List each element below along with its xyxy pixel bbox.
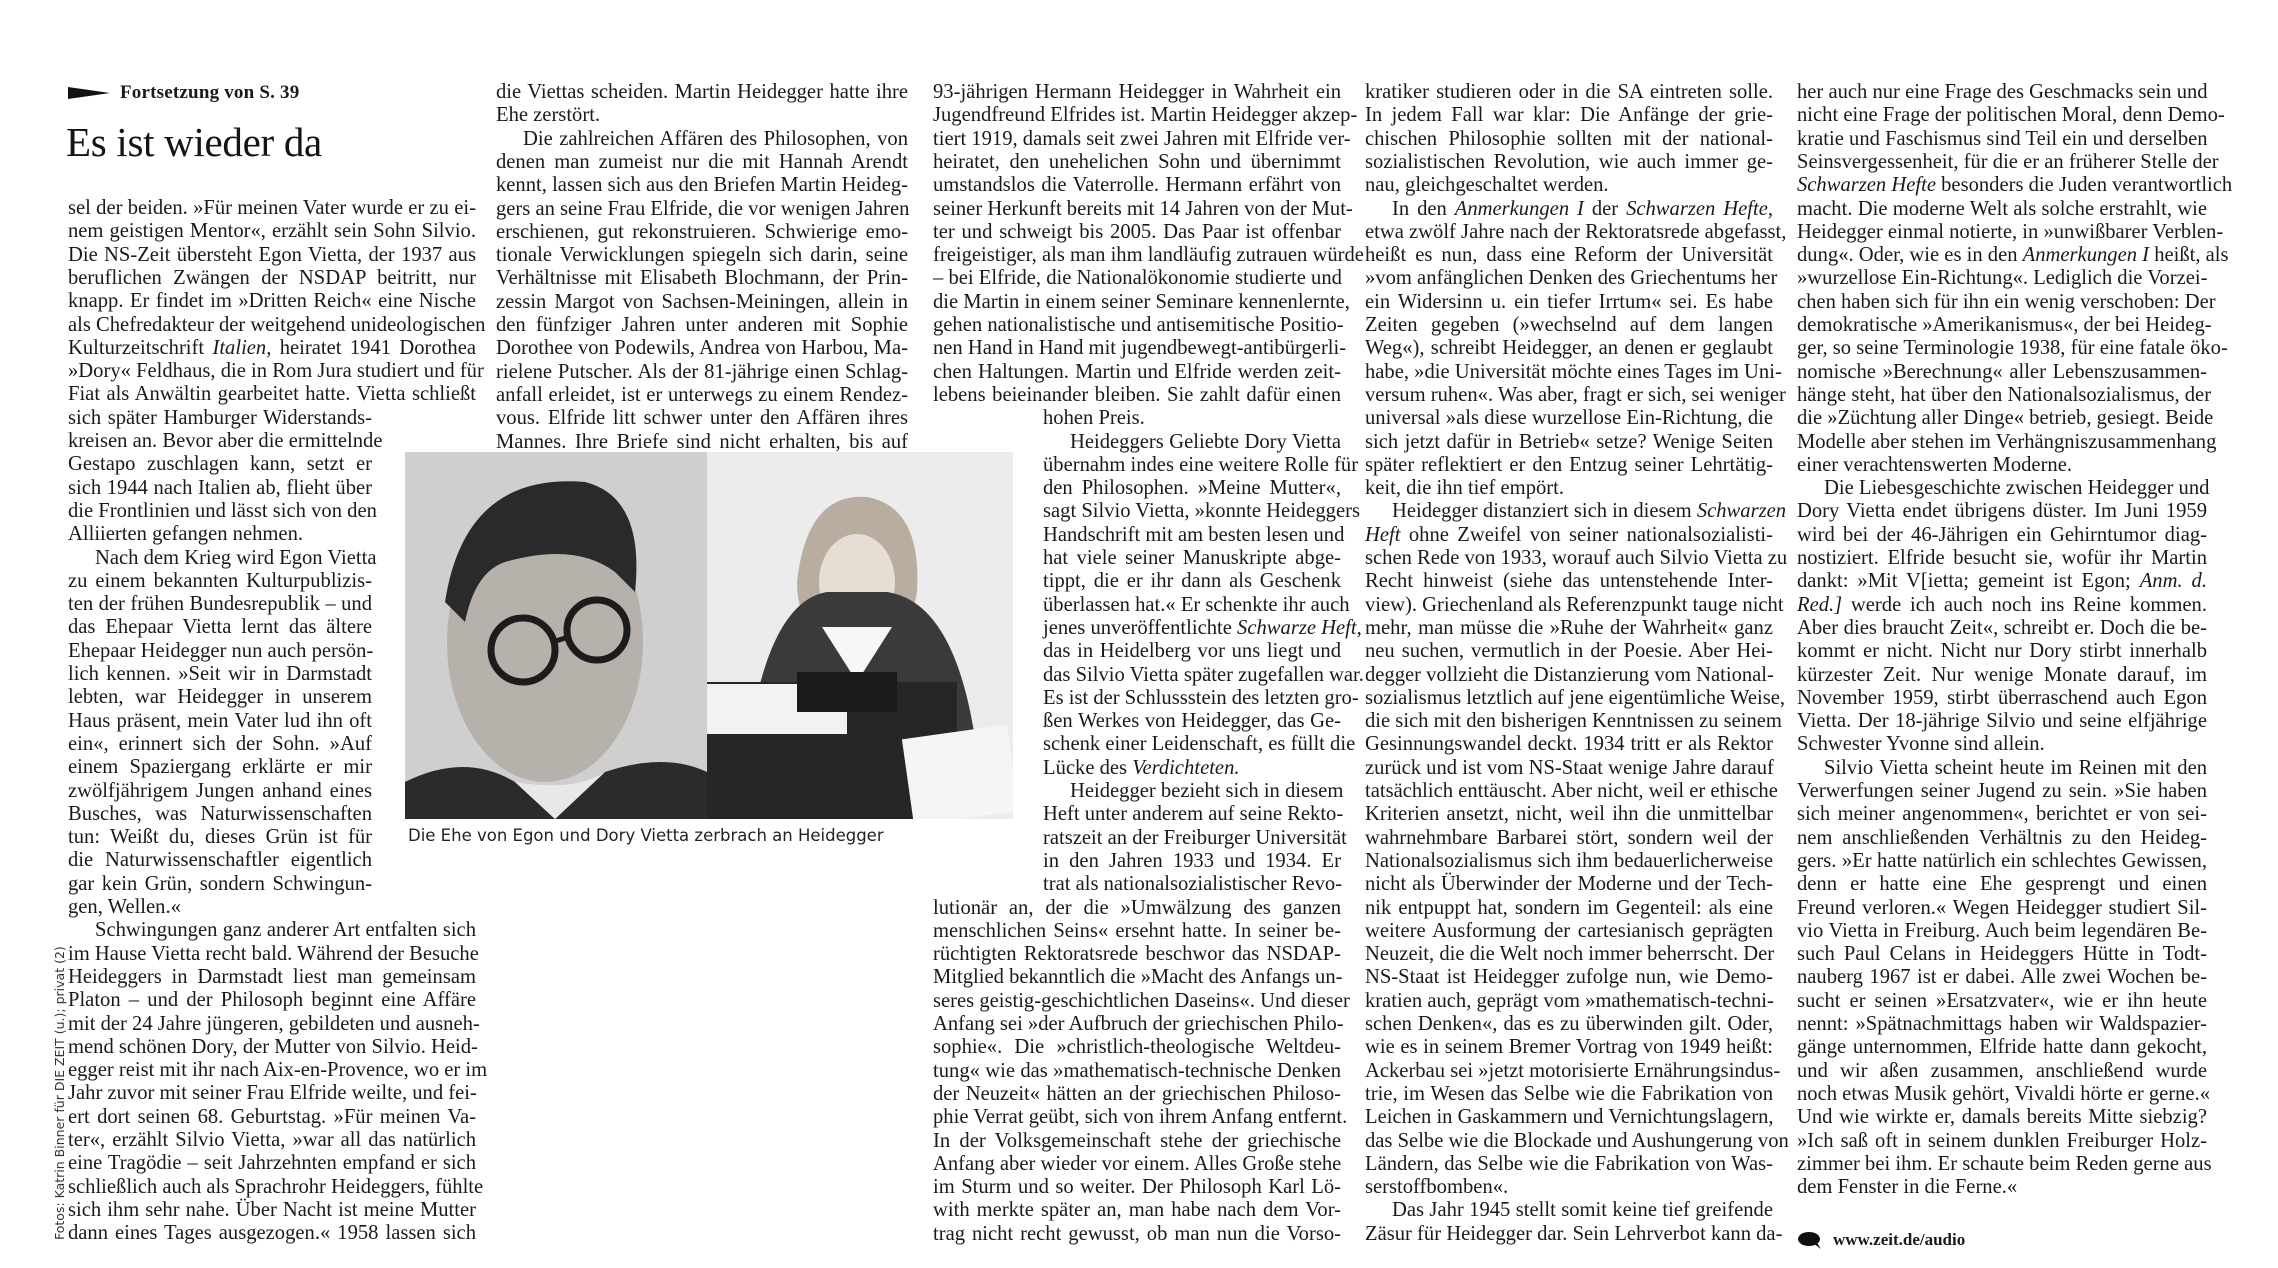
text-line: wird bei der 46-Jährigen ein Gehirntumor diag- <box>1797 523 2207 546</box>
text-line: das in Heidelberg vor uns liegt und <box>1043 640 1341 663</box>
text-line: dung«. Oder, wie es in den Anmerkungen I heißt, als <box>1797 244 2229 267</box>
text-line: Ländern, das Selbe wie die Fabrikation von Was- <box>1365 1152 1773 1175</box>
text-line: Die NS-Zeit übersteht Egon Vietta, der 1937 aus <box>68 243 476 266</box>
photo-dory-vietta <box>707 452 1013 819</box>
text-line: degger vollzieht die Distanzierung vom National- <box>1365 663 1774 686</box>
text-line: die »Züchtung aller Dinge« betrieb, gesiegt. Beide <box>1797 407 2214 430</box>
text-line: vous. Elfride litt schwer unter den Affären ihres <box>496 407 908 430</box>
text-line: als Chefredakteur der weitgehend unideologischen <box>68 313 486 336</box>
text-line: Mitglied bekanntlich die »Macht des Anfangs un- <box>933 966 1343 989</box>
text-line: schenk einer Leidenschaft, es füllt die <box>1043 733 1356 756</box>
text-line: trie, im Wesen das Selbe wie die Fabrikation von <box>1365 1082 1773 1105</box>
text-line: zurück und ist vom NS-Staat wenige Jahre darauf <box>1365 756 1774 779</box>
text-line: Nach dem Krieg wird Egon Vietta <box>95 546 377 569</box>
text-line: das Ehepaar Vietta lernt das ältere <box>68 616 372 639</box>
text-line: keit, die ihn tief empört. <box>1365 477 1565 500</box>
text-line: »wurzellose Ein-Richtung«. Lediglich die Vorzei- <box>1797 267 2208 290</box>
text-line: seres geistig-geschichtlichen Daseins«. Und dieser <box>933 989 1350 1012</box>
text-line: 93-jährigen Hermann Heidegger in Wahrheit ein <box>933 81 1341 103</box>
text-line: die Frontlinien und lässt sich von den <box>68 499 377 522</box>
text-line: such Paul Celans in Heideggers Hütte in Todt- <box>1797 943 2207 966</box>
text-line: »vom anfänglichen Denken des Griechentums her <box>1365 267 1778 290</box>
text-line: Verhältnisse mit Elisabeth Blochmann, der Prin- <box>496 267 908 290</box>
text-line: mehr, man müsse die »Ruhe der Wahrheit« ganz <box>1365 616 1773 639</box>
text-line: Dory Vietta endet übrigens düster. Im Juni 1959 <box>1797 500 2207 523</box>
text-line: und wir aßen zusammen, anschließend wurde <box>1797 1059 2207 1082</box>
text-line: Und wie wirkte er, damals bereits Mitte siebzig? <box>1797 1106 2207 1129</box>
text-line: nostiziert. Elfride besucht sie, wofür ihr Martin <box>1797 547 2207 569</box>
text-line: – bei Elfride, die Nationalökonomie studierte und <box>933 267 1342 290</box>
text-line: tun: Weißt du, dieses Grün ist für <box>68 826 372 849</box>
text-line: Recht hinweist (siehe das untenstehende Inter- <box>1365 570 1773 593</box>
text-line: Ehe zerstört. <box>496 104 601 127</box>
text-line: noch etwas Musik gehört, Vivaldi hörte er gerne.« <box>1797 1082 2211 1105</box>
speech-bubble-icon <box>1797 1231 1823 1249</box>
text-line: kratiker studieren oder in die SA eintreten solle. <box>1365 81 1773 103</box>
text-line: nicht als Überwinder der Moderne und der Tech- <box>1365 873 1773 896</box>
text-line: Das Jahr 1945 stellt somit keine tief greifende <box>1392 1199 1773 1222</box>
photo-egon-vietta <box>405 452 707 819</box>
text-line: Heidegger distanziert sich in diesem Schwarzen <box>1392 500 1787 523</box>
text-line: mend schönen Dory, der Mutter von Silvio. Heid- <box>68 1035 478 1058</box>
text-line: ter und schweigt bis 2005. Das Paar ist offenbar <box>933 220 1341 243</box>
text-line: chen haben sich für ihn ein wenig verschoben: Der <box>1797 290 2216 313</box>
text-line: Busches, was Naturwissenschaften <box>68 802 372 825</box>
text-line: serstoffbomben«. <box>1365 1176 1509 1199</box>
text-line: hohen Preis. <box>1043 407 1145 430</box>
text-line: tippt, die er ihr dann als Geschenk <box>1043 570 1341 593</box>
text-line: menschlichen Seins« ersehnt hatte. In seiner be- <box>933 919 1341 942</box>
text-line: ßen Werkes von Heidegger, das Ge- <box>1043 710 1341 733</box>
text-line: In der Volksgemeinschaft stehe der griechische <box>933 1129 1341 1152</box>
text-line: hänge steht, hat über den Nationalsozialismus, der <box>1797 383 2212 406</box>
text-line: später reflektiert er den Entzug seiner Lehrtätig- <box>1365 453 1773 476</box>
audio-link-row[interactable] <box>1797 1230 1965 1250</box>
kicker-text: Fortsetzung von S. 39 <box>120 82 300 103</box>
text-line: dann eines Tages ausgezogen.« 1958 lassen sich <box>68 1222 476 1245</box>
text-line: tionale Verwicklungen spiegeln sich darin, seine <box>496 244 908 267</box>
text-line: nicht eine Frage der politischen Moral, denn Demo- <box>1797 104 2225 127</box>
triangle-arrow-icon <box>68 86 110 100</box>
headline: Es ist wieder da <box>66 119 322 165</box>
text-line: die Martin in einem seiner Seminare kennenlernte, <box>933 290 1350 313</box>
text-line: schen Rede von 1933, worauf auch Silvio Vietta zu <box>1365 547 1788 569</box>
text-line: kennt, lassen sich aus den Briefen Martin Heideg- <box>496 174 908 197</box>
text-line: Gesinnungswandel deckt. 1934 tritt er als Rektor <box>1365 733 1773 756</box>
text-line: nennt: »Spätnachmittags haben wir Waldspazier- <box>1797 1013 2207 1035</box>
text-line: im Sturm und so weiter. Der Philosoph Karl Lö- <box>933 1176 1341 1199</box>
text-line: vio Vietta in Freiburg. Auch beim legendären Be- <box>1797 919 2207 942</box>
text-line: gers. »Er hatte natürlich ein schlechtes Gewissen, <box>1797 849 2207 872</box>
text-line: die Viettas scheiden. Martin Heidegger hatte ihre <box>496 81 908 103</box>
text-line: phie Verrat geübt, sich von ihrem Anfang entfernt. <box>933 1106 1348 1129</box>
text-line: ein«, erinnert sich der Sohn. »Auf <box>68 732 372 755</box>
text-line: »Ich saß oft in seinem dunklen Freiburger Holz- <box>1797 1129 2207 1152</box>
text-line: sel der beiden. »Für meinen Vater wurde er zu ei- <box>68 197 476 219</box>
text-line: sagt Silvio Vietta, »konnte Heideggers <box>1043 500 1360 523</box>
text-line: das Selbe wie die Blockade und Aushungerung von <box>1365 1129 1789 1152</box>
text-line: Nationalsozialismus sich ihm bedauerlicherweise <box>1365 849 1773 872</box>
text-line: hat viele seiner Manuskripte abge- <box>1043 547 1341 569</box>
text-line: schen Denken«, das es zu überwinden gilt. Oder, <box>1365 1013 1773 1035</box>
text-line: nau, gleichgeschaltet werden. <box>1365 174 1609 197</box>
text-line: Platon – und der Philosoph beginnt eine Affäre <box>68 989 476 1012</box>
text-line: ein Widersinn u. ein tiefer Irrtum« sei. Es habe <box>1365 290 1773 313</box>
text-line: nem geistigen Mentor«, erzählt sein Sohn Silvio. <box>68 220 476 243</box>
text-line: Seinsvergessenheit, für die er an früherer Stelle der <box>1797 150 2219 173</box>
photo-caption: Die Ehe von Egon und Dory Vietta zerbrach an Heidegger <box>408 826 884 845</box>
text-line: nem anschließenden Verhältnis zu den Heideg- <box>1797 826 2207 849</box>
text-line: sich ihm sehr nahe. Über Nacht ist meine Mutter <box>68 1198 476 1221</box>
text-line: Anfang aber wieder vor einem. Alles Große stehe <box>933 1152 1342 1175</box>
text-line: Modelle aber stehen im Verhängniszusammenhang <box>1797 430 2217 453</box>
text-line: Aber dies braucht Zeit«, schreibt er. Doch die be- <box>1797 616 2207 639</box>
text-line: sich später Hamburger Widerstands- <box>68 406 372 429</box>
text-line: Verwerfungen seiner Jugend zu sein. »Sie haben <box>1797 780 2207 802</box>
text-line: nomische »Berechnung« aller Lebenszusammen- <box>1797 360 2207 383</box>
text-line: Die zahlreichen Affären des Philosophen, von <box>523 127 908 150</box>
text-line: etwa zwölf Jahre nach der Rektoratsrede abgefasst, <box>1365 220 1787 243</box>
text-line: zu einem bekannten Kulturpublizis- <box>68 569 372 592</box>
text-line: Kulturzeitschrift Italien, heiratet 1941 Dorothea <box>68 336 476 359</box>
text-line: Ehepaar Heidegger nun auch persön- <box>68 639 374 662</box>
text-line: kommt er nicht. Nicht nur Dory stirbt innerhalb <box>1797 640 2207 663</box>
text-line: wie es in seinem Bremer Vortrag von 1949 heißt: <box>1365 1036 1773 1059</box>
text-line: gers an seine Frau Elfride, die vor wenigen Jahren <box>496 197 910 220</box>
text-line: rielene Putscher. Als der 81-jährige einen Schlag- <box>496 360 908 383</box>
text-line: Heft unter anderem auf seine Rekto- <box>1043 803 1344 826</box>
text-line: lich kennen. »Seit wir in Darmstadt <box>68 663 372 685</box>
text-line: eine Tragödie – seit Jahrzehnten empfand er sich <box>68 1152 476 1175</box>
text-line: überlassen hat.« Er schenkte ihr auch <box>1043 593 1350 616</box>
text-line: Mannes. Ihre Briefe sind nicht erhalten, bis auf <box>496 430 908 453</box>
text-line: Handschrift mit am besten lesen und <box>1043 523 1345 546</box>
woman-at-typewriter-image <box>707 452 1013 819</box>
text-line: NS-Staat ist Heidegger zufolge nun, wie Demo- <box>1365 966 1773 989</box>
text-line: rüchtigten Rektoratsrede beschwor das NSDAP- <box>933 943 1341 966</box>
text-line: zimmer bei ihm. Er schaute beim Reden gerne aus <box>1797 1152 2212 1175</box>
text-line: ger, so seine Terminologie 1938, für eine fatale öko- <box>1797 337 2228 360</box>
text-line: versum ruhen«. Was aber, fragt er sich, sei weniger <box>1365 383 1786 406</box>
text-line: im Hause Vietta recht bald. Während der Besuche <box>68 942 479 965</box>
text-line: her auch nur eine Frage des Geschmacks sein und <box>1797 81 2208 103</box>
text-line: kratien auch, geprägt vom »mathematisch-techni- <box>1365 989 1774 1012</box>
text-line: lebten, war Heidegger in unserem <box>68 686 372 709</box>
text-line: die sich mit den bisherigen Kenntnissen zu seinem <box>1365 710 1782 733</box>
text-line: Kriterien ansetzt, nicht, weil ihn die unmittelbar <box>1365 803 1773 826</box>
text-line: neu suchen, vermutlich in der Poesie. Aber Hei- <box>1365 640 1773 663</box>
text-line: freigeistiger, als man ihm landläufig zutrauen würde <box>933 244 1364 267</box>
text-line: sich jetzt dafür in Betrieb« setze? Wenige Seiten <box>1365 430 1773 453</box>
text-line: Heft ohne Zweifel von seiner nationalsozialisti- <box>1365 523 1773 546</box>
text-line: with merkte später an, man habe nach dem Vor- <box>933 1199 1341 1222</box>
text-line: dankt: »Mit V[ietta; gemeint ist Egon; Anm. d. <box>1797 570 2207 593</box>
text-line: gänge unternommen, Elfride hatte dann gekocht, <box>1797 1036 2207 1059</box>
text-line: Silvio Vietta scheint heute im Reinen mit den <box>1824 756 2207 779</box>
text-line: den fünfziger Jahren unter anderen mit Sophie <box>496 314 908 336</box>
text-line: ter«, erzählt Silvio Vietta, »war all das natürlich <box>68 1129 476 1151</box>
text-line: Vietta. Der 18-jährige Silvio und seine elfjährige <box>1797 710 2207 733</box>
text-line: übernahm indes eine weitere Rolle für <box>1043 453 1359 476</box>
text-line: weitere Ausformung der cartesianisch geprägten <box>1365 919 1773 942</box>
text-line: gen, Wellen.« <box>68 896 181 918</box>
text-line: anfall erleidet, ist er unterwegs zu einem Rendez- <box>496 383 908 406</box>
text-line: Alliierten gefangen nehmen. <box>68 523 304 546</box>
text-line: sucht er seinen »Ersatzvater«, wie er ihn heute <box>1797 989 2207 1012</box>
text-line: gar kein Grün, sondern Schwingun- <box>68 872 372 895</box>
text-line: macht. Die moderne Welt als solche erstrahlt, wie <box>1797 197 2207 220</box>
text-line: sich 1944 nach Italien ab, flieht über <box>68 476 372 499</box>
text-line: Red.] werde ich auch noch ins Reine kommen. <box>1797 593 2207 616</box>
text-line: Jahr zuvor mit seiner Frau Elfride weilte, und fei- <box>68 1082 477 1105</box>
photo <box>405 452 1013 819</box>
text-line: die Naturwissenschaftler eigentlich <box>68 849 372 872</box>
text-line: gehen nationalistische und antisemitische Positio- <box>933 314 1344 336</box>
text-line: Zäsur für Heidegger dar. Sein Lehrverbot kann da- <box>1365 1222 1783 1245</box>
text-line: habe, »die Universität möchte eines Tages im Uni- <box>1365 360 1782 383</box>
text-line: nauberg 1967 ist er dabei. Alle zwei Wochen be- <box>1797 966 2207 989</box>
text-line: denn er hatte eine Ehe gesprengt und einen <box>1797 873 2207 896</box>
text-line: kreisen an. Bevor aber die ermittelnde <box>68 430 383 452</box>
text-line: Gestapo zuschlagen kann, setzt er <box>68 453 372 476</box>
text-line: ratszeit an der Freiburger Universität <box>1043 826 1347 849</box>
text-line: In jedem Fall war klar: Die Anfänge der grie- <box>1365 104 1773 127</box>
text-line: trat als nationalsozialistischer Revo- <box>1043 873 1343 896</box>
text-line: einer verachtenswerten Moderne. <box>1797 453 2073 476</box>
text-line: Ackerbau sei »jetzt motorisierte Ernährungsindus- <box>1365 1059 1781 1082</box>
text-line: Lücke des Verdichteten. <box>1043 756 1240 779</box>
text-line: nen Hand in Hand mit jugendbewegt-antibürgerli- <box>933 337 1347 360</box>
text-line: beruflichen Zwängen der NSDAP beitritt, nur <box>68 266 476 289</box>
photo-credit: Fotos: Katrin Binner für DIE ZEIT (u.); privat (2) <box>52 946 67 1240</box>
text-line: sozialistischen Revolution, wie auch immer ge- <box>1365 150 1773 173</box>
text-line: kratie und Faschismus sind Teil ein und derselben <box>1797 127 2208 150</box>
text-line: zessin Margot von Sachsen-Meiningen, allein in <box>496 290 908 313</box>
text-line: Schwingungen ganz anderer Art entfalten sich <box>95 919 476 942</box>
text-line: denen man zumeist nur die mit Hannah Arendt <box>496 150 908 173</box>
text-line: erschienen, gut rekonstruieren. Schwierige emo- <box>496 220 908 243</box>
text-line: Jugendfreund Elfrides ist. Martin Heidegger akzep- <box>933 104 1358 127</box>
text-line: Heideggers Geliebte Dory Vietta <box>1070 430 1341 453</box>
text-line: Heidegger einmal notierte, in »unwißbarer Verblen- <box>1797 220 2224 243</box>
text-line: einem Spaziergang erklärte er mir <box>68 756 372 779</box>
text-line: trag nicht recht gewusst, ob man nun die Vorso- <box>933 1222 1341 1245</box>
text-line: Heideggers in Darmstadt liest man gemeinsam <box>68 965 476 988</box>
text-line: Freund verloren.« Wegen Heidegger studiert Sil- <box>1797 896 2207 919</box>
text-line: egger reist mit ihr nach Aix-en-Provence, wo er im <box>68 1059 488 1082</box>
text-line: »Dory« Feldhaus, die in Rom Jura studiert und für <box>68 360 484 383</box>
text-line: Die Liebesgeschichte zwischen Heidegger und <box>1824 477 2210 500</box>
text-line: Fiat als Anwältin gearbeitet hatte. Vietta schließt <box>68 383 476 406</box>
audio-url-link[interactable]: www.zeit.de/audio <box>1833 1230 1966 1249</box>
text-line: tatsächlich enttäuscht. Aber nicht, weil er ethische <box>1365 780 1778 802</box>
text-line: kürzester Zeit. Nur wenige Monate darauf, im <box>1797 663 2207 686</box>
text-line: mit der 24 Jahre jüngeren, gebildeten und ausneh- <box>68 1012 480 1035</box>
text-line: lutionär an, der die »Umwälzung des ganzen <box>933 896 1341 919</box>
text-line: knapp. Er findet im »Dritten Reich« eine Nische <box>68 290 476 313</box>
text-line: tiert 1919, damals seit zwei Jahren mit Elfride ver- <box>933 127 1351 150</box>
text-line: November 1959, stirbt überraschend auch Egon <box>1797 686 2207 709</box>
text-line: nik entpuppt hat, sondern im Gegenteil: als eine <box>1365 896 1773 919</box>
text-line: Dorothee von Podewils, Andrea von Harbou, Ma- <box>496 337 908 360</box>
text-line: demokratische »Amerikanismus«, der bei Heideg- <box>1797 314 2212 336</box>
text-line: Es ist der Schlussstein des letzten gro- <box>1043 686 1359 709</box>
text-line: universal »als diese wurzellose Ein-Richtung, die <box>1365 407 1773 430</box>
text-line: dem Fenster in die Ferne.« <box>1797 1176 2018 1199</box>
text-line: in den Jahren 1933 und 1934. Er <box>1043 849 1341 872</box>
text-line: Zeiten gegeben (»wechselnd auf dem langen <box>1365 314 1773 336</box>
text-line: jenes unveröffentlichte Schwarze Heft, <box>1043 616 1362 639</box>
text-line: den Philosophen. »Meine Mutter«, <box>1043 477 1341 500</box>
text-line: In den Anmerkungen I der Schwarzen Hefte, <box>1392 197 1773 220</box>
text-line: der Neuzeit« hätten an der griechischen Philoso- <box>933 1082 1341 1105</box>
text-line: ten der frühen Bundesrepublik – und <box>68 593 372 616</box>
text-line: Heidegger bezieht sich in diesem <box>1070 780 1344 802</box>
text-line: Schwarzen Hefte besonders die Juden verantwortlich <box>1797 174 2233 197</box>
text-line: Haus präsent, mein Vater lud ihn oft <box>68 709 372 732</box>
text-line: umstandslos die Vaterrolle. Hermann erfährt von <box>933 174 1341 197</box>
text-line: Weg«), schreibt Heidegger, an denen er geglaubt <box>1365 337 1773 360</box>
text-line: Leichen in Gaskammern und Vernichtungslagern, <box>1365 1106 1774 1129</box>
text-line: chischen Philosophie sollten mit der national- <box>1365 127 1773 150</box>
continuation-kicker <box>68 80 299 106</box>
text-line: sophie«. Die »christlich-theologische Weltdeu- <box>933 1036 1341 1059</box>
text-line: ert dort seinen 68. Geburtstag. »Für meinen Va- <box>68 1105 476 1128</box>
text-line: view). Griechenland als Referenzpunkt tauge nicht <box>1365 593 1784 616</box>
text-line: heiratet, den unehelichen Sohn und übernimmt <box>933 150 1341 173</box>
text-line: tung« wie das »mathematisch-technische Denken <box>933 1059 1341 1082</box>
text-line: sozialismus letztlich auf jene eigentümliche Weise, <box>1365 686 1785 709</box>
text-line: chen Haltungen. Martin und Elfride werden zeit- <box>933 360 1341 383</box>
text-line: heißt es nun, dass eine Reform der Universität <box>1365 244 1773 267</box>
portrait-man-image <box>405 452 707 819</box>
text-line: schließlich auch als Sprachrohr Heideggers, fühlte <box>68 1175 484 1198</box>
text-line: sich meiner angenommen«, berichtet er von sei- <box>1797 803 2207 826</box>
text-line: zwölfjährigem Jungen anhand eines <box>68 779 372 802</box>
text-line: Anfang sei »der Aufbruch der griechischen Philo- <box>933 1013 1344 1035</box>
text-line: wahrnehmbare Barbarei stört, sondern weil der <box>1365 826 1773 849</box>
text-line: das Silvio Vietta später zugefallen war. <box>1043 663 1364 686</box>
text-line: lebens beieinander bleiben. Sie zahlt dafür einen <box>933 383 1341 406</box>
text-line: seiner Herkunft bereits mit 14 Jahren von der Mut- <box>933 197 1353 220</box>
text-line: Neuzeit, die die Welt noch immer beherrscht. Der <box>1365 943 1775 966</box>
text-line: Schwester Yvonne sind allein. <box>1797 733 2045 756</box>
